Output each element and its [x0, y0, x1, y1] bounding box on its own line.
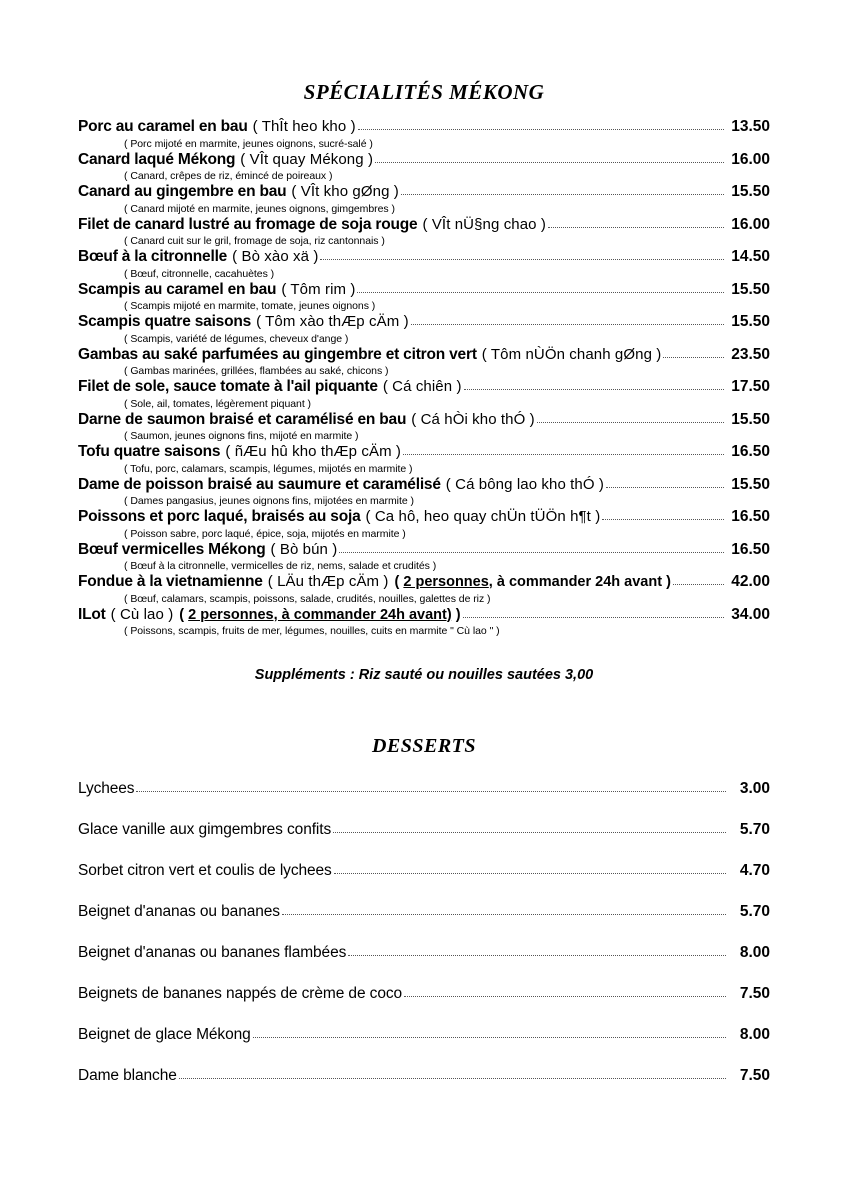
dotted-leader [333, 831, 726, 833]
dotted-leader [348, 954, 726, 956]
dish-description: ( Dames pangasius, jeunes oignons fins, mijotées en marmite ) [124, 495, 414, 507]
dish-description: ( Bœuf, calamars, scampis, poissons, salade, crudités, nouilles, galettes de riz ) [124, 592, 491, 605]
dish-row [78, 444, 770, 460]
dessert-name: Beignets de bananes nappés de crème de coco [78, 985, 403, 1002]
dish-price: 16.50 [731, 443, 770, 460]
dish-vietnamese-name: ( ñÆu hû kho thÆp cÄm ) [225, 443, 402, 460]
dish-name: Gambas au saké parfumées au gingembre et citron vert [78, 345, 477, 363]
dessert-row [78, 780, 770, 798]
dish-name: Darne de saumon braisé et caramélisé en bau [78, 410, 407, 428]
dish-row [78, 152, 770, 168]
dotted-leader [673, 583, 724, 585]
dotted-leader [136, 790, 726, 792]
dish-row [78, 314, 770, 330]
dessert-row [78, 944, 770, 962]
dish-order-note [179, 608, 460, 623]
dotted-leader [357, 291, 724, 293]
dessert-price: 8.00 [739, 944, 770, 961]
dessert-row [78, 1067, 770, 1085]
dish-order-note-suffix: , à commander 24h avant ) [488, 574, 671, 590]
dish-vietnamese-name: ( VÎt nÜ§ng chao ) [422, 215, 546, 233]
dish-vietnamese-name: ( Tôm nÙÖn chanh gØng ) [481, 345, 662, 363]
dotted-leader [320, 258, 724, 260]
dish-price: 15.50 [731, 313, 770, 330]
dish-price: 16.00 [731, 150, 770, 168]
dish-vietnamese-name: ( Bò bún ) [270, 540, 338, 558]
dish-row [78, 574, 770, 590]
dotted-leader [401, 193, 724, 195]
dotted-leader [464, 388, 724, 390]
dish-price: 15.50 [731, 410, 770, 428]
dish-name: Canard au gingembre en bau [78, 183, 287, 200]
dish-description: ( Porc mijoté en marmite, jeunes oignons, sucré-salé ) [124, 137, 373, 150]
dish-order-note [395, 575, 671, 590]
dish-name: Fondue à la vietnamienne [78, 573, 263, 590]
dotted-leader [537, 421, 724, 423]
dessert-price: 5.70 [739, 821, 770, 838]
dessert-row [78, 985, 770, 1003]
dish-name: Bœuf vermicelles Mékong [78, 540, 266, 558]
dish-description: ( Canard cuit sur le gril, fromage de soja, riz cantonnais ) [124, 235, 385, 247]
dessert-price: 3.00 [739, 780, 770, 797]
dotted-leader [375, 161, 724, 163]
dotted-leader [606, 486, 724, 488]
dish-vietnamese-name: ( Cá chiên ) [382, 378, 462, 395]
dish-row [78, 477, 770, 493]
dish-price: 14.50 [731, 248, 770, 265]
dish-name: Tofu quatre saisons [78, 443, 221, 460]
dessert-price: 5.70 [739, 903, 770, 920]
dish-vietnamese-name: ( VÎt quay Mékong ) [240, 150, 374, 168]
dish-price: 15.50 [731, 475, 770, 493]
dish-row [78, 379, 770, 395]
dish-price: 17.50 [731, 378, 770, 395]
dish-vietnamese-name: ( Tôm rim ) [281, 280, 356, 298]
dish-row [78, 184, 770, 200]
supplements-note: Suppléments : Riz sauté ou nouilles sautées 3,00 [254, 667, 594, 683]
dish-name: Filet de sole, sauce tomate à l'ail piquante [78, 378, 378, 395]
dish-vietnamese-name: ( Tôm xào thÆp cÄm ) [256, 313, 409, 330]
dish-price: 16.50 [731, 540, 770, 558]
dish-price: 15.50 [731, 280, 770, 298]
dish-description: ( Sole, ail, tomates, légèrement piquant ) [124, 397, 311, 410]
dish-name: ILot [78, 605, 106, 623]
dessert-name: Beignet d'ananas ou bananes [78, 903, 280, 920]
dish-description: ( Gambas marinées, grillées, flambées au saké, chicons ) [124, 365, 389, 377]
dotted-leader [253, 1036, 726, 1038]
dessert-row [78, 1026, 770, 1044]
dish-row [78, 542, 770, 558]
dotted-leader [602, 518, 724, 520]
dish-price: 34.00 [731, 605, 770, 623]
dish-description: ( Saumon, jeunes oignons fins, mijoté en marmite ) [124, 430, 359, 442]
dish-name: Filet de canard lustré au fromage de soja rouge [78, 215, 418, 233]
dessert-name: Sorbet citron vert et coulis de lychees [78, 862, 332, 879]
dessert-price: 7.50 [739, 1067, 770, 1084]
specialites-list [78, 119, 770, 637]
dotted-leader [463, 616, 724, 618]
dessert-name: Lychees [78, 780, 135, 797]
dish-vietnamese-name: ( Cù lao ) [110, 605, 174, 623]
dish-description: ( Poisson sabre, porc laqué, épice, soja, mijotés en marmite ) [124, 527, 406, 540]
desserts-section-title: DESSERTS [371, 735, 477, 757]
dish-row [78, 249, 770, 265]
dish-name: Poissons et porc laqué, braisés au soja [78, 508, 361, 525]
desserts-section [78, 735, 770, 1085]
desserts-list [78, 780, 770, 1085]
dish-vietnamese-name: ( Ca hô, heo quay chÜn tÜÖn h¶t ) [365, 508, 601, 525]
dish-order-note-prefix: ( [179, 606, 189, 623]
dish-vietnamese-name: ( VÎt kho gØng ) [291, 183, 399, 200]
dish-vietnamese-name: ( ThÎt heo kho ) [252, 118, 356, 135]
dotted-leader [403, 453, 724, 455]
dotted-leader [282, 913, 726, 915]
dish-description: ( Canard mijoté en marmite, jeunes oignons, gimgembres ) [124, 202, 395, 215]
dish-row [78, 119, 770, 135]
dish-order-note-emphasis: 2 personnes, à commander 24h avant) [188, 606, 452, 623]
dish-row [78, 217, 770, 233]
dessert-row [78, 862, 770, 880]
dish-order-note-prefix: ( [394, 574, 404, 590]
dotted-leader [548, 226, 724, 228]
dish-description: ( Bœuf à la citronnelle, vermicelles de riz, nems, salade et crudités ) [124, 560, 437, 572]
dish-description: ( Bœuf, citronnelle, cacahuètes ) [124, 267, 275, 280]
dish-description: ( Poissons, scampis, fruits de mer, légumes, nouilles, cuits en marmite " Cù lao " ) [124, 625, 500, 637]
dish-row [78, 347, 770, 363]
dish-row [78, 509, 770, 525]
dish-vietnamese-name: ( Cá bông lao kho thÓ ) [445, 475, 604, 493]
dish-name: Dame de poisson braisé au saumure et caramélisé [78, 475, 441, 493]
specialites-section-title: SPÉCIALITÉS MÉKONG [303, 80, 545, 104]
dish-price: 23.50 [731, 345, 770, 363]
dessert-name: Beignet d'ananas ou bananes flambées [78, 944, 347, 961]
dessert-name: Dame blanche [78, 1067, 177, 1084]
dessert-row [78, 821, 770, 839]
dish-name: Porc au caramel en bau [78, 118, 248, 135]
dessert-row [78, 903, 770, 921]
dish-name: Canard laqué Mékong [78, 150, 236, 168]
dotted-leader [411, 323, 724, 325]
dish-price: 16.00 [731, 215, 770, 233]
dish-price: 15.50 [731, 183, 770, 200]
dish-row [78, 607, 770, 623]
dish-order-note-suffix: ) [451, 606, 461, 623]
dotted-leader [339, 551, 724, 553]
dotted-leader [663, 356, 724, 358]
dotted-leader [404, 995, 726, 997]
dish-price: 42.00 [731, 573, 770, 590]
dish-order-note-emphasis: 2 personnes [403, 574, 489, 590]
dish-description: ( Tofu, porc, calamars, scampis, légumes, mijotés en marmite ) [124, 462, 413, 475]
dish-description: ( Canard, crêpes de riz, émincé de poireaux ) [124, 170, 333, 182]
dish-name: Bœuf à la citronnelle [78, 248, 228, 265]
dotted-leader [334, 872, 726, 874]
dotted-leader [358, 128, 724, 130]
dish-row [78, 412, 770, 428]
dish-vietnamese-name: ( Cá hÒi kho thÓ ) [411, 410, 535, 428]
dessert-price: 4.70 [739, 862, 770, 879]
dish-description: ( Scampis mijoté en marmite, tomate, jeunes oignons ) [124, 300, 376, 312]
dessert-price: 8.00 [739, 1026, 770, 1043]
dessert-name: Glace vanille aux gimgembres confits [78, 821, 332, 838]
dish-price: 16.50 [731, 508, 770, 525]
dessert-price: 7.50 [739, 985, 770, 1002]
dish-vietnamese-name: ( LÄu thÆp cÄm ) [267, 573, 389, 590]
dish-vietnamese-name: ( Bò xào xä ) [232, 248, 319, 265]
dish-price: 13.50 [731, 118, 770, 135]
dish-row [78, 282, 770, 298]
dotted-leader [179, 1077, 726, 1079]
dish-name: Scampis au caramel en bau [78, 280, 277, 298]
dish-name: Scampis quatre saisons [78, 313, 252, 330]
dish-description: ( Scampis, variété de légumes, cheveux d'ange ) [124, 332, 349, 345]
dessert-name: Beignet de glace Mékong [78, 1026, 251, 1043]
